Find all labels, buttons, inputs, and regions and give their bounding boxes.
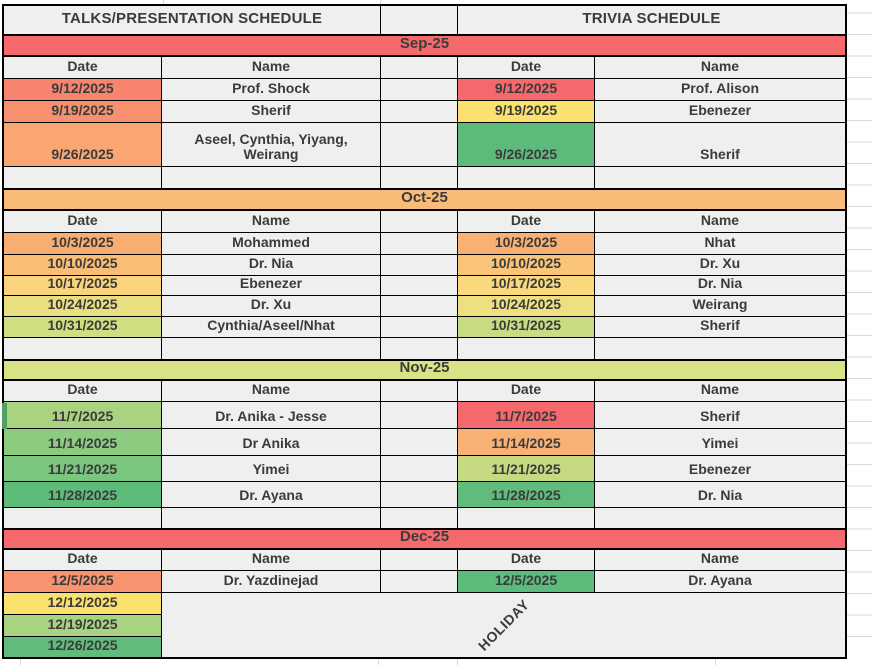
table-row: [4, 276, 845, 296]
column-header-name[interactable]: Name: [162, 550, 381, 571]
date-cell[interactable]: 12/19/2025: [4, 615, 162, 637]
table-row: [4, 571, 845, 593]
date-cell[interactable]: 10/31/2025: [4, 317, 162, 338]
holiday-block: [4, 593, 845, 657]
column-header-name[interactable]: Name: [162, 57, 381, 79]
spacer-cell[interactable]: [381, 381, 458, 402]
table-row: [4, 35, 845, 57]
date-cell[interactable]: 12/12/2025: [4, 593, 162, 615]
date-cell[interactable]: 9/26/2025: [4, 123, 162, 167]
name-cell[interactable]: Sherif: [595, 317, 845, 338]
gridline: [20, 659, 21, 665]
empty-cell[interactable]: [595, 167, 845, 189]
name-cell[interactable]: Dr. Ayana: [595, 571, 845, 593]
table-row: [4, 529, 845, 550]
table-row: [4, 79, 845, 101]
name-cell[interactable]: Dr. Nia: [595, 482, 845, 508]
date-cell[interactable]: 10/10/2025: [4, 255, 162, 276]
date-cell[interactable]: 10/3/2025: [4, 233, 162, 255]
name-cell[interactable]: Aseel, Cynthia, Yiyang, Weirang: [162, 123, 381, 167]
holiday-date-column: [4, 593, 162, 657]
date-cell[interactable]: 10/17/2025: [458, 276, 595, 296]
table-row: [4, 338, 845, 360]
name-cell[interactable]: Dr. Nia: [162, 255, 381, 276]
table-row: [4, 550, 845, 571]
talks-schedule-title[interactable]: TALKS/PRESENTATION SCHEDULE: [4, 6, 381, 35]
date-cell[interactable]: 9/12/2025: [458, 79, 595, 101]
date-cell[interactable]: 9/12/2025: [4, 79, 162, 101]
date-cell[interactable]: 12/5/2025: [4, 571, 162, 593]
gridline: [715, 659, 716, 665]
column-header-date[interactable]: Date: [458, 57, 595, 79]
empty-cell[interactable]: [4, 167, 162, 189]
empty-cell[interactable]: [4, 338, 162, 360]
name-cell[interactable]: Ebenezer: [595, 101, 845, 123]
table-row: [4, 508, 845, 529]
spacer-cell[interactable]: [381, 255, 458, 276]
column-header-name[interactable]: Name: [595, 550, 845, 571]
date-cell[interactable]: 10/10/2025: [458, 255, 595, 276]
name-cell[interactable]: Prof. Alison: [595, 79, 845, 101]
empty-cell[interactable]: [458, 508, 595, 529]
date-cell[interactable]: 11/14/2025: [4, 429, 162, 456]
spacer-cell[interactable]: [381, 233, 458, 255]
spacer-cell[interactable]: [381, 123, 458, 167]
name-cell[interactable]: Sherif: [595, 123, 845, 167]
table-row: [4, 101, 845, 123]
date-cell[interactable]: 12/5/2025: [458, 571, 595, 593]
spacer-cell[interactable]: [381, 101, 458, 123]
gridline: [457, 659, 458, 665]
table-row: [4, 429, 845, 456]
spacer-cell[interactable]: [381, 429, 458, 456]
table-row: [4, 123, 845, 167]
date-cell[interactable]: 11/14/2025: [458, 429, 595, 456]
column-header-name[interactable]: Name: [595, 381, 845, 402]
column-header-name[interactable]: Name: [162, 381, 381, 402]
spacer-cell[interactable]: [381, 482, 458, 508]
table-row: [4, 6, 845, 35]
name-cell[interactable]: Mohammed: [162, 233, 381, 255]
month-band-sep[interactable]: Sep-25: [4, 35, 845, 57]
name-cell[interactable]: Dr Anika: [162, 429, 381, 456]
table-row: [4, 167, 845, 189]
table-row: [4, 296, 845, 317]
spacer-cell[interactable]: [381, 57, 458, 79]
column-header-date[interactable]: Date: [458, 211, 595, 233]
column-header-date[interactable]: Date: [458, 550, 595, 571]
date-cell[interactable]: 10/24/2025: [458, 296, 595, 317]
empty-cell[interactable]: [458, 338, 595, 360]
name-cell[interactable]: Yimei: [595, 429, 845, 456]
spacer-cell[interactable]: [381, 317, 458, 338]
date-cell[interactable]: 10/24/2025: [4, 296, 162, 317]
table-row: [4, 233, 845, 255]
table-row: [4, 456, 845, 482]
gridline: [380, 0, 381, 4]
table-row: [4, 57, 845, 79]
spacer-cell[interactable]: [381, 79, 458, 101]
gridline: [163, 0, 164, 4]
table-row: [4, 381, 845, 402]
date-cell[interactable]: 11/28/2025: [458, 482, 595, 508]
name-cell[interactable]: Prof. Shock: [162, 79, 381, 101]
date-cell[interactable]: 10/3/2025: [458, 233, 595, 255]
table-row: [4, 189, 845, 211]
date-cell[interactable]: 11/21/2025: [4, 456, 162, 482]
name-cell[interactable]: Dr. Xu: [162, 296, 381, 317]
month-band-oct[interactable]: Oct-25: [4, 189, 845, 211]
column-header-date[interactable]: Date: [4, 381, 162, 402]
empty-cell[interactable]: [595, 338, 845, 360]
date-cell[interactable]: 11/21/2025: [458, 456, 595, 482]
holiday-label: HOLIDAY: [474, 596, 533, 654]
empty-cell[interactable]: [162, 338, 381, 360]
name-cell[interactable]: Weirang: [595, 296, 845, 317]
date-cell[interactable]: 9/19/2025: [4, 101, 162, 123]
column-header-date[interactable]: Date: [4, 550, 162, 571]
spacer-cell[interactable]: [381, 550, 458, 571]
gridline: [378, 659, 379, 665]
date-cell[interactable]: 9/26/2025: [458, 123, 595, 167]
date-cell[interactable]: 12/26/2025: [4, 637, 162, 657]
table-row: [4, 402, 845, 429]
date-cell[interactable]: 11/28/2025: [4, 482, 162, 508]
name-cell[interactable]: Yimei: [162, 456, 381, 482]
column-header-name[interactable]: Name: [595, 211, 845, 233]
name-cell[interactable]: Cynthia/Aseel/Nhat: [162, 317, 381, 338]
spacer-cell[interactable]: [381, 338, 458, 360]
name-cell[interactable]: Sherif: [162, 101, 381, 123]
spacer-cell[interactable]: [381, 508, 458, 529]
column-header-date[interactable]: Date: [4, 211, 162, 233]
column-header-name[interactable]: Name: [595, 57, 845, 79]
name-cell[interactable]: Dr. Ayana: [162, 482, 381, 508]
empty-cell[interactable]: [4, 508, 162, 529]
spacer-cell[interactable]: [381, 456, 458, 482]
empty-cell[interactable]: [162, 167, 381, 189]
table-row: [4, 317, 845, 338]
spacer-cell[interactable]: [381, 211, 458, 233]
table-row: [4, 255, 845, 276]
spacer-cell[interactable]: [381, 571, 458, 593]
table-row: [4, 482, 845, 508]
spacer-cell[interactable]: [381, 167, 458, 189]
date-cell[interactable]: 11/7/2025: [458, 402, 595, 429]
neighbor-cell-stripe: [2, 403, 7, 429]
column-header-name[interactable]: Name: [162, 211, 381, 233]
trivia-schedule-title[interactable]: TRIVIA SCHEDULE: [458, 6, 845, 35]
date-cell[interactable]: 10/31/2025: [458, 317, 595, 338]
name-cell[interactable]: Ebenezer: [595, 456, 845, 482]
date-cell[interactable]: 11/7/2025: [4, 402, 162, 429]
date-cell[interactable]: 10/17/2025: [4, 276, 162, 296]
spacer-cell[interactable]: [381, 402, 458, 429]
date-cell[interactable]: 9/19/2025: [458, 101, 595, 123]
name-cell[interactable]: Sherif: [595, 402, 845, 429]
name-cell[interactable]: Nhat: [595, 233, 845, 255]
empty-cell[interactable]: [162, 508, 381, 529]
holiday-cell[interactable]: [162, 593, 845, 657]
name-cell[interactable]: Dr. Yazdinejad: [162, 571, 381, 593]
month-band-nov[interactable]: Nov-25: [4, 360, 845, 381]
spacer-cell[interactable]: [381, 276, 458, 296]
table-row: [4, 360, 845, 381]
empty-cell[interactable]: [458, 167, 595, 189]
column-header-date[interactable]: Date: [4, 57, 162, 79]
name-cell[interactable]: Dr. Xu: [595, 255, 845, 276]
table-row: [4, 211, 845, 233]
column-header-date[interactable]: Date: [458, 381, 595, 402]
empty-cell[interactable]: [595, 508, 845, 529]
name-cell[interactable]: Ebenezer: [162, 276, 381, 296]
schedule-table: [2, 4, 847, 659]
name-cell[interactable]: Dr. Anika - Jesse: [162, 402, 381, 429]
name-cell[interactable]: Dr. Nia: [595, 276, 845, 296]
right-margin-gridlines: [847, 0, 872, 665]
spacer-cell[interactable]: [381, 6, 458, 35]
spacer-cell[interactable]: [381, 296, 458, 317]
month-band-dec[interactable]: Dec-25: [4, 529, 845, 550]
